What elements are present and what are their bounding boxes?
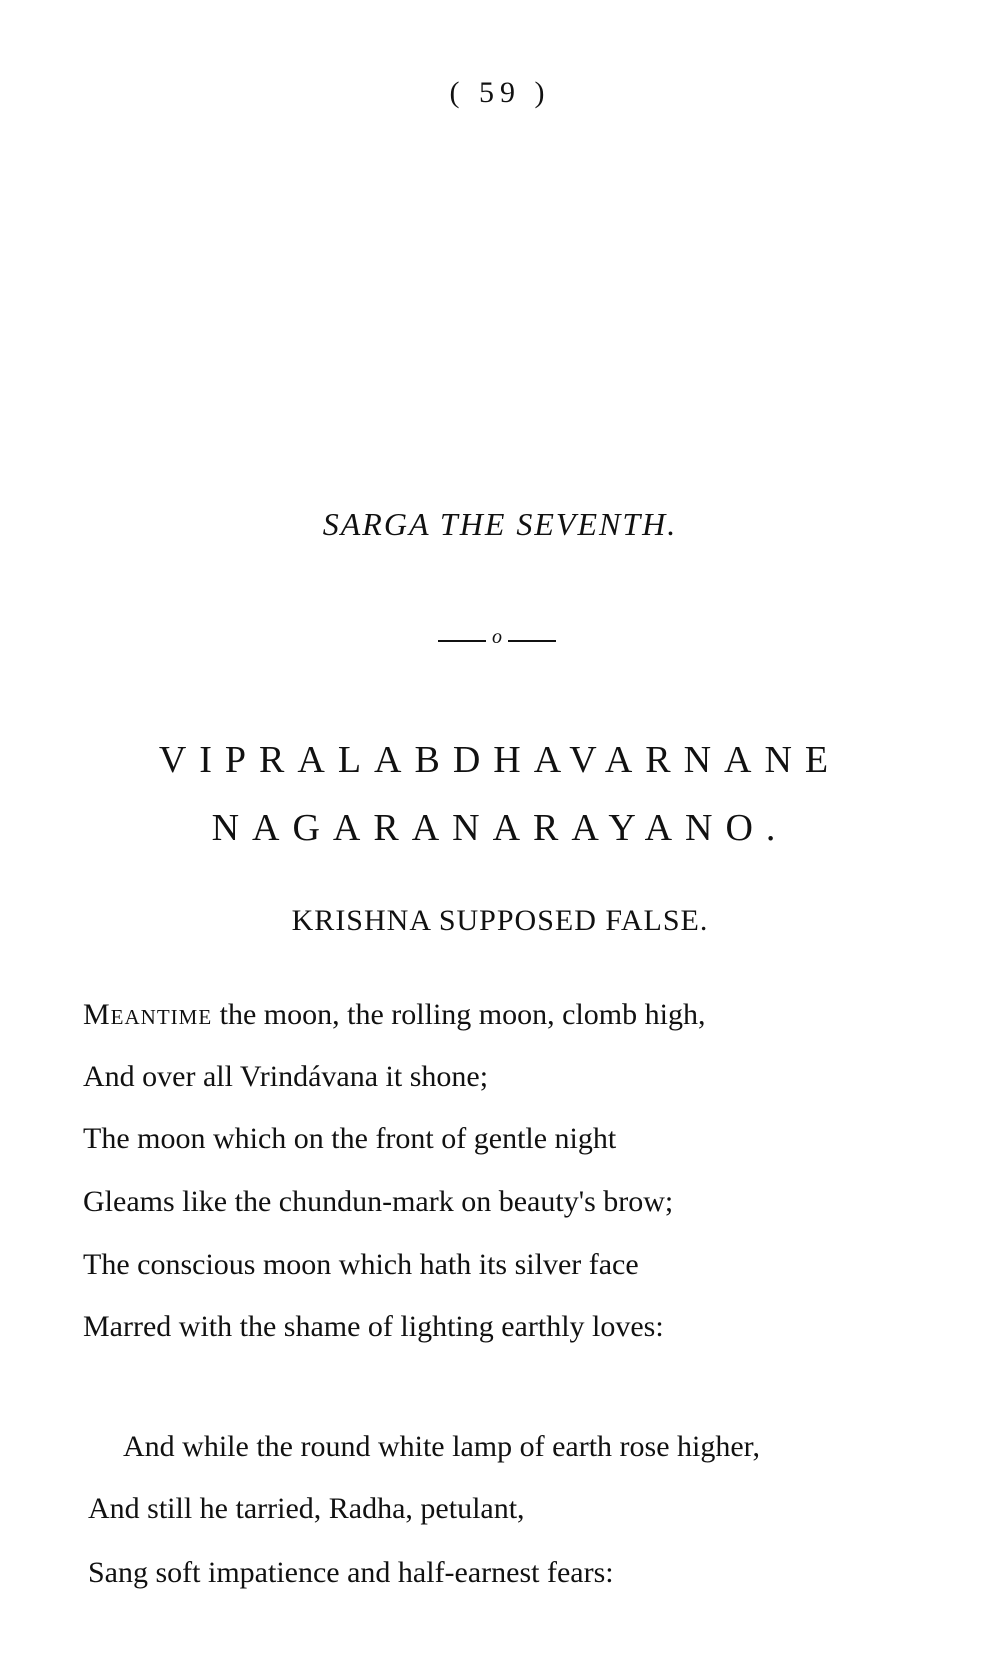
subheading: KRISHNA SUPPOSED FALSE. — [291, 904, 709, 937]
heading-line-2: NAGARANARAYANO. — [211, 807, 789, 849]
verse-line: And still he tarried, Radha, petulant, — [88, 1492, 525, 1525]
verse-line-text: the moon, the rolling moon, clomb high, — [212, 998, 706, 1031]
verse-line: The conscious moon which hath its silver face — [83, 1248, 639, 1281]
sarga-title: SARGA THE SEVENTH. — [322, 506, 678, 542]
verse-line: And while the round white lamp of earth rose higher, — [123, 1430, 760, 1463]
ornament-divider — [438, 626, 558, 650]
ornament-rule-right — [508, 640, 556, 642]
verse-line: Marred with the shame of lighting earthly loves: — [83, 1310, 664, 1343]
heading-line-1: VIPRALABDHAVARNANE — [158, 739, 842, 781]
verse-line: And over all Vrindávana it shone; — [83, 1060, 489, 1093]
verse-first-word: Meantime — [83, 998, 213, 1031]
verse-line: The moon which on the front of gentle night — [83, 1122, 617, 1155]
verse-line: Gleams like the chundun-mark on beauty's brow; — [83, 1185, 674, 1218]
ornament-rule-left — [438, 640, 486, 642]
verse-line: Sang soft impatience and half-earnest fears: — [88, 1556, 614, 1589]
verse-line — [83, 998, 705, 1032]
ornament-mark: o — [492, 626, 502, 648]
page-number: ( 59 ) — [449, 76, 551, 109]
